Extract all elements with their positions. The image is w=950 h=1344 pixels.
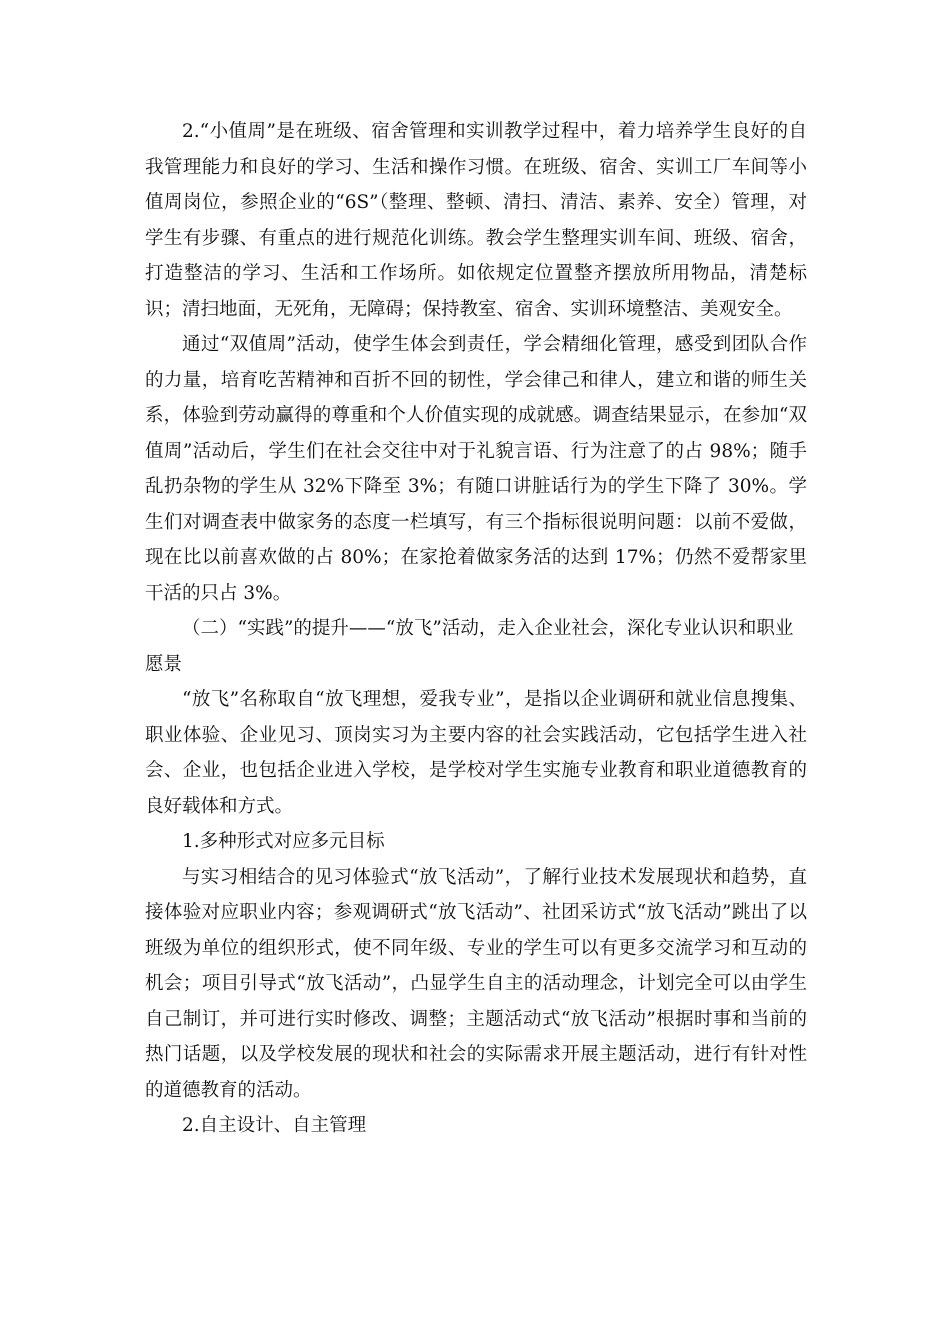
paragraph-xiaozhizhou: 2.“小值周”是在班级、宿舍管理和实训教学过程中，着力培养学生良好的自我管理能力和良好的学习、生活和操作习惯。在班级、宿舍、实训工厂车间等小值周岗位，参照企业的“6S”（整理、整顿、清扫、清洁、素养、安全）管理，对学生有步骤、有重点的进行规范化训练。教会学生整理实训车间、班级、宿舍，打造整洁的学习、生活和工作场所。如依规定位置整齐摆放所用物品，清楚标识；清扫地面，无死角，无障碍；保持教室、宿舍、实训环境整洁、美观安全。 [145, 121, 807, 320]
subheading-self-design: 2.自主设计、自主管理 [182, 1115, 367, 1136]
document-body [145, 114, 807, 1144]
section-heading-fangfei: （二）“实践”的提升——“放飞”活动，走入企业社会，深化专业认识和职业愿景 [145, 618, 794, 675]
paragraph-shuangzhizhou-results: 通过“双值周”活动，使学生体会到责任，学会精细化管理，感受到团队合作的力量，培育吃苦精神和百折不回的韧性，学会律己和律人，建立和谐的师生关系，体验到劳动赢得的尊重和个人价值实现的成就感。调查结果显示，在参加“双值周”活动后，学生们在社会交往中对于礼貌言语、行为注意了的占 98%；随手乱扔杂物的学生从 32%下降至 3%；有随口讲脏话行为的学生下降了 30%。学生们对调查表中做家务的态度一栏填写，有三个指标很说明问题：以前不爱做，现在比以前喜欢做的占 80%；在家抢着做家务活的达到 17%；仍然不爱帮家里干活的只占 3%。 [145, 334, 807, 604]
paragraph-fangfei-definition: “放飞”名称取自“放飞理想，爱我专业”，是指以企业调研和就业信息搜集、职业体验、企业见习、顶岗实习为主要内容的社会实践活动，它包括学生进入社会、企业，也包括企业进入学校，是学校对学生实施专业教育和职业道德教育的良好载体和方式。 [145, 689, 807, 817]
subheading-multiple-forms: 1.多种形式对应多元目标 [182, 831, 385, 852]
paragraph-fangfei-forms: 与实习相结合的见习体验式“放飞活动”，了解行业技术发展现状和趋势，直接体验对应职业内容；参观调研式“放飞活动”、社团采访式“放飞活动”跳出了以班级为单位的组织形式，使不同年级、专业的学生可以有更多交流学习和互动的机会；项目引导式“放飞活动”，凸显学生自主的活动理念，计划完全可以由学生自己制订，并可进行实时修改、调整；主题活动式“放飞活动”根据时事和当前的热门话题，以及学校发展的现状和社会的实际需求开展主题活动，进行有针对性的道德教育的活动。 [145, 866, 807, 1101]
